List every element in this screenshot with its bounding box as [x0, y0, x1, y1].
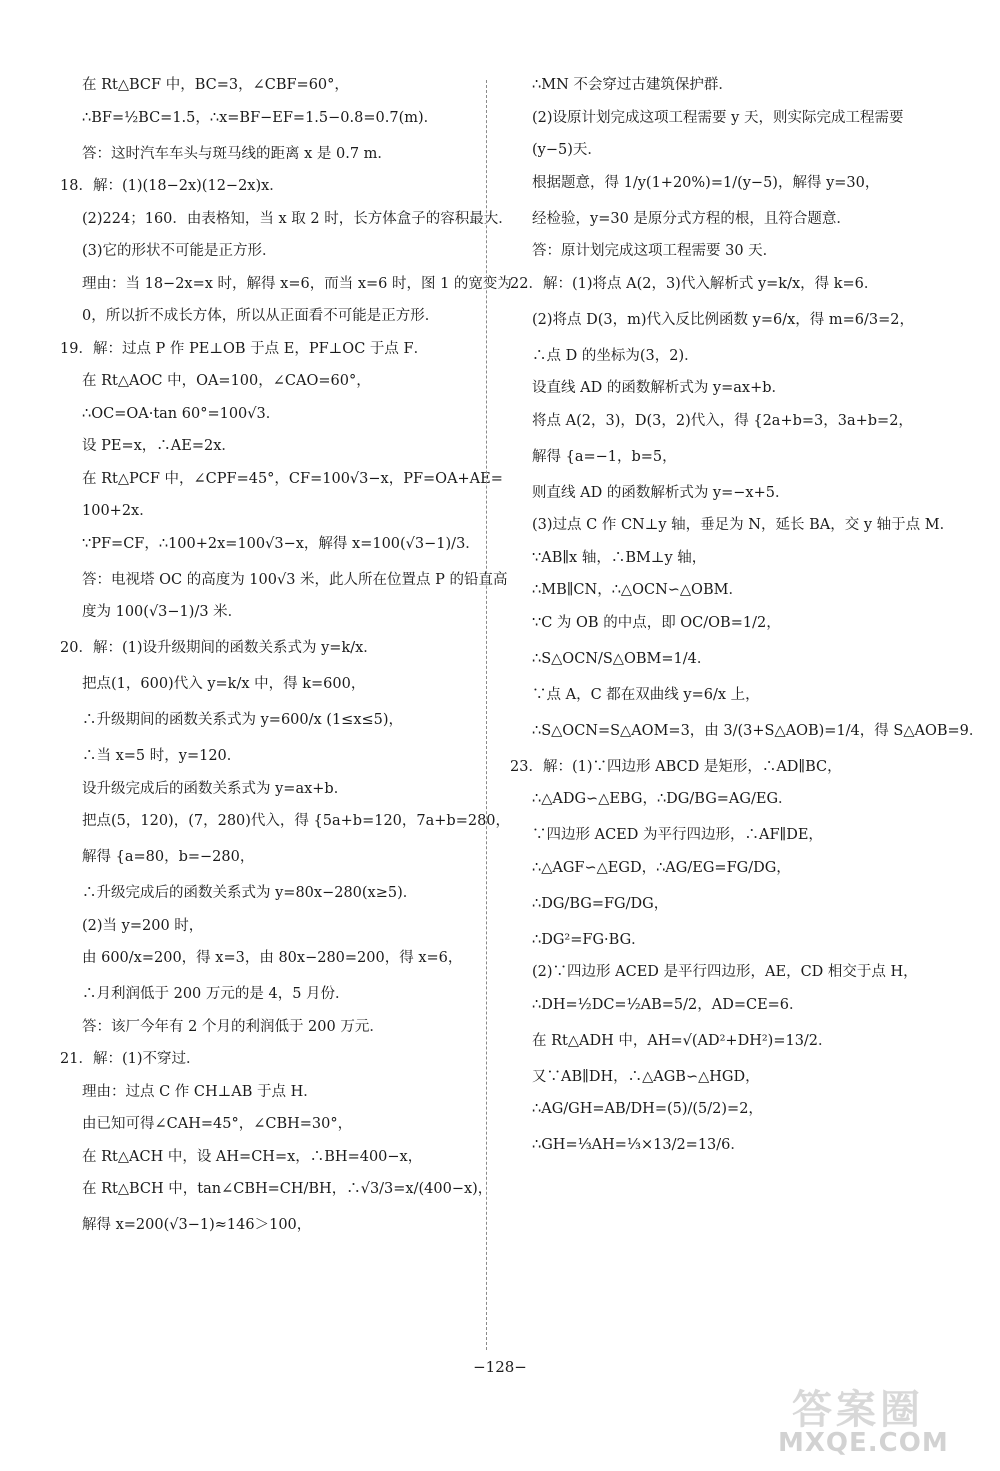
text-line: ∵PF=CF，∴100+2x=100√3−x，解得 x=100(√3−1)/3． — [82, 535, 480, 552]
text-line: 100+2x． — [82, 503, 154, 519]
text-line: ∵C 为 OB 的中点，即 OC/OB=1/2， — [532, 614, 781, 631]
text-line: ∴BF=½BC=1.5，∴x=BF−EF=1.5−0.8=0.7(m)． — [82, 109, 439, 126]
text-line: 解得 {a=80，b=−280， — [82, 849, 255, 865]
text-line: 设 PE=x，∴AE=2x． — [82, 438, 236, 454]
text-line: 在 Rt△BCH 中，tan∠CBH=CH/BH，∴√3/3=x/(400−x)， — [82, 1181, 493, 1197]
text-line: 由已知可得∠CAH=45°，∠CBH=30°， — [82, 1116, 353, 1132]
text-line: ∴月利润低于 200 万元的是 4，5 月份． — [82, 986, 350, 1002]
text-line: ∴MN 不会穿过古建筑保护群． — [532, 77, 733, 93]
text-line: 设直线 AD 的函数解析式为 y=ax+b． — [532, 380, 787, 396]
text-line: 则直线 AD 的函数解析式为 y=−x+5． — [532, 484, 790, 501]
text-line: 设升级完成后的函数关系式为 y=ax+b． — [82, 780, 349, 797]
text-line: 把点(5，120)，(7，280)代入，得 {5a+b=120，7a+b=280， — [82, 813, 511, 829]
watermark — [760, 1378, 980, 1464]
text-line: ∴升级期间的函数关系式为 y=600/x (1≤x≤5)， — [82, 712, 404, 728]
text-line: 在 Rt△ACH 中，设 AH=CH=x，∴BH=400−x， — [82, 1148, 423, 1165]
text-line: ∴S△OCN/S△OBM=1/4． — [532, 650, 712, 667]
text-line: ∴AG/GH=AB/DH=(5)/(5/2)=2， — [532, 1101, 763, 1117]
text-line: 18．解：(1)(18−2x)(12−2x)x． — [60, 178, 284, 194]
text-line: (2)将点 D(3，m)代入反比例函数 y=6/x，得 m=6/3=2， — [532, 311, 915, 328]
text-line: (2)224；160．由表格知，当 x 取 2 时，长方体盒子的容积最大． — [82, 210, 513, 227]
right-column — [510, 76, 984, 1172]
text-line: 答：该厂今年有 2 个月的利润低于 200 万元． — [82, 1018, 384, 1035]
text-line: 0，所以折不成长方体，所以从正面看不可能是正方形． — [82, 308, 440, 324]
text-line: ∴△AGF∽△EGD，∴AG/EG=FG/DG， — [532, 859, 791, 876]
text-line: 在 Rt△ADH 中，AH=√(AD²+DH²)=13/2． — [532, 1032, 833, 1049]
text-line: (3)它的形状不可能是正方形． — [82, 243, 277, 259]
text-line: ∴升级完成后的函数关系式为 y=80x−280(x≥5)． — [82, 885, 418, 901]
text-line: 把点(1，600)代入 y=k/x 中，得 k=600， — [82, 676, 366, 692]
text-line: 19．解：过点 P 作 PE⊥OB 于点 E，PF⊥OC 于点 F． — [60, 340, 429, 357]
text-line: ∴DG/BG=FG/DG， — [532, 895, 669, 912]
text-line: ∴GH=⅓AH=⅓×13/2=13/6． — [532, 1137, 745, 1153]
text-line: (y−5)天． — [532, 142, 602, 158]
text-line: 解得 x=200(√3−1)≈146＞100， — [82, 1217, 312, 1233]
text-line: 经检验，y=30 是原分式方程的根，且符合题意． — [532, 210, 851, 227]
text-line: ∵点 A，C 都在双曲线 y=6/x 上， — [532, 686, 760, 703]
text-line: 由 600/x=200，得 x=3，由 80x−280=200，得 x=6， — [82, 950, 463, 966]
text-line: ∵四边形 ACED 为平行四边形，∴AF∥DE， — [532, 827, 823, 843]
text-line: (3)过点 C 作 CN⊥y 轴，垂足为 N，延长 BA，交 y 轴于点 M． — [532, 517, 955, 533]
text-line: ∴MB∥CN，∴△OCN∽△OBM． — [532, 582, 743, 598]
text-line: ∴点 D 的坐标为(3，2)． — [532, 347, 699, 364]
watermark-brand: 答案圈 — [792, 1387, 924, 1433]
text-line: 22．解：(1)将点 A(2，3)代入解析式 y=k/x，得 k=6． — [510, 275, 879, 292]
text-line: ∵AB∥x 轴，∴BM⊥y 轴， — [532, 549, 707, 566]
text-line: ∴OC=OA·tan 60°=100√3． — [82, 405, 281, 422]
text-line: ∴S△OCN=S△AOM=3，由 3/(3+S△AOB)=1/4，得 S△AOB=9． — [532, 722, 984, 739]
text-line: (2)当 y=200 时， — [82, 917, 204, 934]
text-line: 将点 A(2，3)，D(3，2)代入，得 {2a+b=3，3a+b=2， — [532, 412, 913, 429]
text-line: 根据题意，得 1/y(1+20%)=1/(y−5)，解得 y=30， — [532, 174, 880, 191]
text-line: 在 Rt△AOC 中，OA=100，∠CAO=60°， — [82, 373, 371, 389]
text-line: 在 Rt△PCF 中，∠CPF=45°，CF=100√3−x，PF=OA+AE= — [82, 470, 503, 487]
text-line: 在 Rt△BCF 中，BC=3，∠CBF=60°， — [82, 77, 349, 93]
page-number: −128− — [473, 1358, 527, 1376]
left-column — [60, 76, 513, 1249]
text-line: (2)设原计划完成这项工程需要 y 天，则实际完成工程需要 — [532, 109, 904, 126]
text-line: ∴△ADG∽△EBG，∴DG/BG=AG/EG． — [532, 791, 793, 807]
text-line: 答：电视塔 OC 的高度为 100√3 米，此人所在位置点 P 的铅直高 — [82, 571, 508, 588]
text-line: 解得 {a=−1，b=5， — [532, 448, 677, 465]
text-line: ∴当 x=5 时，y=120． — [82, 748, 242, 764]
text-line: (2)∵四边形 ACED 是平行四边形，AE，CD 相交于点 H， — [532, 964, 918, 980]
text-line: 20．解：(1)设升级期间的函数关系式为 y=k/x． — [60, 640, 378, 656]
text-line: ∴DG²=FG·BG． — [532, 931, 646, 948]
text-line: 理由：过点 C 作 CH⊥AB 于点 H． — [82, 1083, 318, 1100]
text-line: ∴DH=½DC=½AB=5/2，AD=CE=6． — [532, 996, 804, 1013]
column-divider — [486, 80, 487, 1350]
watermark-url: MXQE.COM — [778, 1428, 949, 1458]
text-line: 答：原计划完成这项工程需要 30 天． — [532, 243, 778, 259]
text-line: 又∵AB∥DH，∴△AGB∽△HGD， — [532, 1068, 760, 1085]
text-line: 度为 100(√3−1)/3 米． — [82, 604, 243, 620]
text-line: 21．解：(1)不穿过． — [60, 1051, 201, 1067]
text-line: 23．解：(1)∵四边形 ABCD 是矩形，∴AD∥BC， — [510, 758, 842, 775]
text-line: 理由：当 18−2x=x 时，解得 x=6，而当 x=6 时，图 1 的宽变为 — [82, 275, 512, 292]
text-line: 答：这时汽车车头与斑马线的距离 x 是 0.7 m． — [82, 145, 392, 162]
